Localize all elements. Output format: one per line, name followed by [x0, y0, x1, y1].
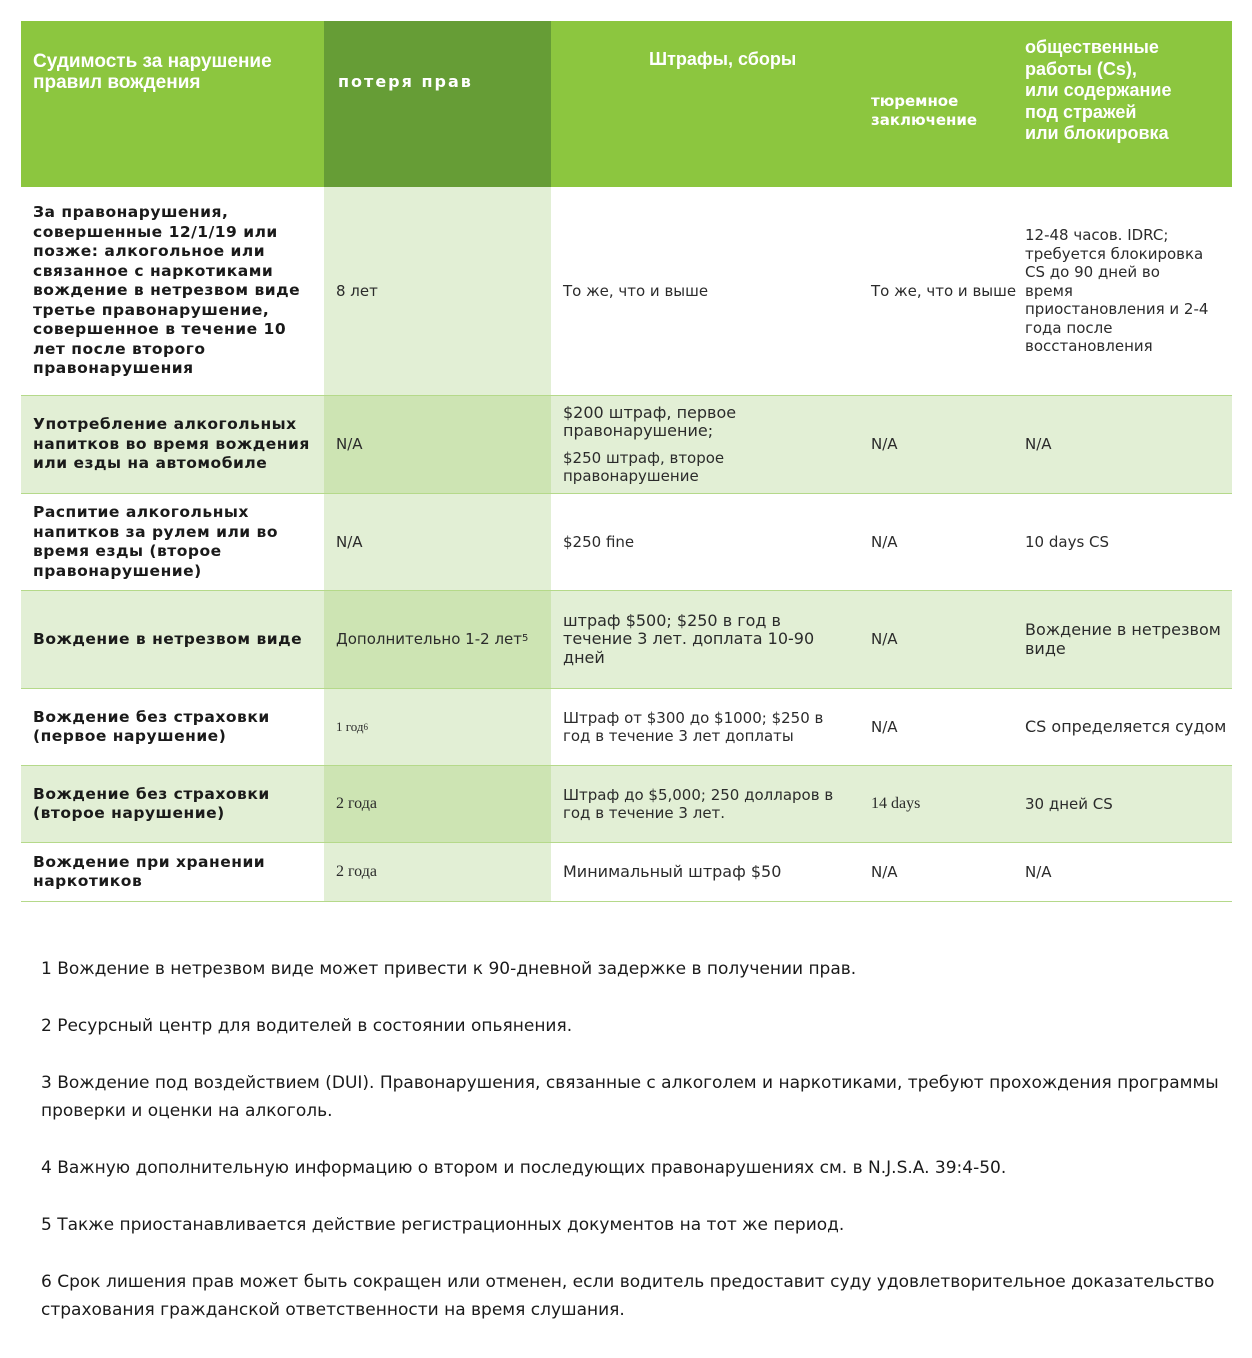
offense-cell: Вождение без страховки (второе нарушение)	[33, 784, 270, 822]
fines-cell	[551, 396, 861, 493]
header-loss-label: потеря прав	[338, 72, 473, 91]
offense-cell: Распитие алкогольных напитков за рулем или во время езды (второе правонарушение)	[33, 503, 279, 580]
loss-cell: N/A	[324, 396, 551, 493]
fines-cell: $250 fine	[563, 532, 635, 551]
footnote: 4 Важную дополнительную информацию о втором и последующих правонарушениях см. в N.J.S.A. 39:4-50.	[41, 1158, 1007, 1178]
fines-cell: Штраф от $300 до $1000; $250 в год в течение 3 лет доплаты	[563, 708, 824, 745]
loss-cell: 2 года	[324, 843, 551, 901]
loss-cell: 2 года	[324, 766, 551, 842]
footnote: 6 Срок лишения прав может быть сокращен или отменен, если водитель предоставит суду удовлетворительное доказательство страхования гражданской ответственности на время слушания.	[41, 1272, 1215, 1320]
cs-cell: Вождение в нетрезвом виде	[1025, 620, 1221, 658]
jail-cell: N/A	[871, 630, 898, 649]
offense-cell: Вождение при хранении наркотиков	[33, 852, 266, 890]
cs-cell: N/A	[1025, 435, 1052, 454]
jail-cell: 14 days	[871, 794, 921, 812]
offense-cell: Вождение без страховки (первое нарушение)	[33, 707, 270, 745]
footnote: 1 Вождение в нетрезвом виде может привести к 90-дневной задержке в получении прав.	[41, 959, 857, 979]
jail-cell: N/A	[871, 862, 898, 881]
jail-cell: N/A	[871, 532, 898, 551]
header-cs-label: общественные работы (Cs), или содержание под стражей или блокировка	[1025, 37, 1172, 143]
fines-cell: Минимальный штраф $50	[563, 861, 782, 881]
fines-cell: штраф $500; $250 в год в течение 3 лет. доплата 10-90 дней	[563, 610, 815, 667]
offense-cell: Употребление алкогольных напитков во время вождения или езды на автомобиле	[33, 415, 310, 473]
header-col-fines	[551, 21, 861, 187]
loss-cell	[324, 689, 551, 765]
cs-cell: 30 дней CS	[1025, 794, 1113, 813]
table-row	[21, 396, 1232, 494]
table-row	[21, 766, 1232, 843]
footnote: 3 Вождение под воздействием (DUI). Правонарушения, связанные с алкоголем и наркотиками, требуют прохождения программы проверки и оценки на алкоголь.	[41, 1073, 1219, 1121]
footnote-ref: 5	[522, 633, 529, 645]
table-row	[21, 591, 1232, 689]
table-header	[21, 21, 1232, 187]
cs-cell: 10 days CS	[1025, 532, 1110, 551]
table-row	[21, 494, 1232, 591]
header-col-cs	[1025, 21, 1232, 187]
header-col-jail	[861, 21, 1025, 187]
footnote: 5 Также приостанавливается действие регистрационных документов на тот же период.	[41, 1215, 845, 1235]
footnotes	[41, 955, 1231, 1353]
header-offense-label: Судимость за нарушение правил вождения	[33, 51, 272, 93]
offense-cell: Вождение в нетрезвом виде	[33, 629, 303, 648]
jail-cell: То же, что и выше	[871, 281, 1017, 300]
footnote: 2 Ресурсный центр для водителей в состоянии опьянения.	[41, 1016, 573, 1036]
header-fines-label: Штрафы, сборы	[649, 49, 797, 69]
fines-second-offense: $250 штраф, второе правонарушение	[563, 448, 725, 485]
jail-cell: N/A	[871, 717, 898, 736]
offense-cell: За правонарушения, совершенные 12/1/19 или позже: алкогольное или связанное с наркотиками вождение в нетрезвом виде третье правонарушение, совершенное в течение 10 лет после второго правонарушения	[33, 203, 301, 378]
loss-cell: N/A	[324, 494, 551, 590]
loss-value: Дополнительно 1-2 лет	[336, 630, 522, 649]
cs-cell: CS определяется судом	[1025, 716, 1227, 736]
cs-cell: 12-48 часов. IDRC; требуется блокировка CS до 90 дней во время приостановления и 2-4 года после восстановления	[1025, 226, 1209, 356]
header-jail-label: тюремное заключение	[871, 92, 978, 129]
loss-cell	[324, 591, 551, 688]
fines-cell: Штраф до $5,000; 250 долларов в год в течение 3 лет.	[563, 785, 834, 822]
table-row	[21, 689, 1232, 766]
penalties-table	[21, 21, 1232, 902]
footnote-ref: 6	[363, 721, 368, 732]
loss-cell: 8 лет	[324, 187, 551, 395]
table-row	[21, 843, 1232, 902]
header-col-offense	[21, 21, 324, 187]
fines-cell: То же, что и выше	[563, 281, 709, 300]
jail-cell: N/A	[871, 435, 898, 454]
loss-value: 1 год	[336, 718, 364, 734]
fines-first-offense: $200 штраф, первое правонарушение;	[563, 402, 737, 440]
table-row	[21, 187, 1232, 396]
cs-cell: N/A	[1025, 862, 1052, 881]
header-col-loss	[324, 21, 551, 187]
